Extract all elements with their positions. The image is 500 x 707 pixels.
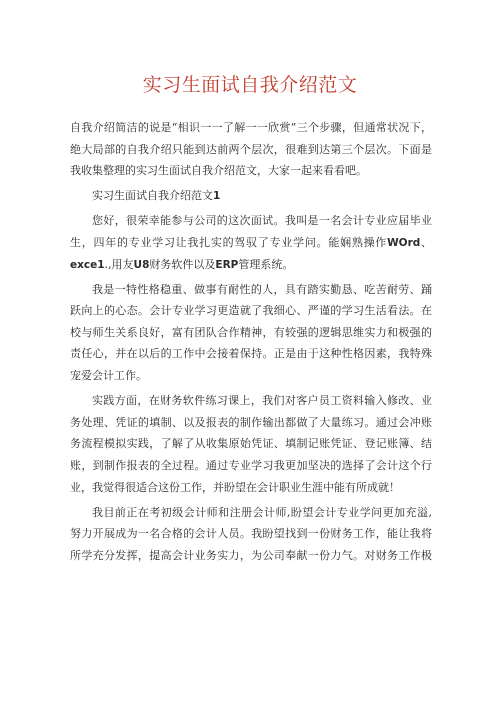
text-run-bold: ERP [215,258,239,271]
text-line [70,254,432,276]
text-run: 财务软件以及 [149,257,216,271]
paragraph-4 [70,502,432,567]
text-line: 账，到制作报表的全过程。通过专业学习我更加坚决的选择了会计这个行 [70,458,432,472]
text-line: 自我介绍简洁的说是“相识一一了解一一欣赏”三个步骤，但通常状况下， [70,121,432,134]
text-line: 努力开展成为一名合格的会计人员。我盼望找到一份财务工作，能让我将 [70,527,432,541]
subtitle-number: 1 [213,190,221,203]
text-line: 务处理、凭证的填制、以及报表的制作输出都做了大量练习。通过会冲账 [70,415,432,429]
text-line: 绝大局部的自我介绍只能到达前两个层次，很难到达第三个层次。下面是 [70,142,432,156]
text-line: 所学充分发挥，提高会计业务实力，为公司奉献一份力气。对财务工作极 [70,548,432,562]
text-line: 实践方面，在财务软件练习课上，我们对客户员工资料输入修改、业 [92,394,432,408]
paragraph-1 [70,210,432,275]
paragraph-3 [70,390,432,498]
text-line: 校与师生关系良好，富有团队合作精神，有较强的逻辑思维实力和极强的 [70,325,432,339]
text-line: 我目前正在考初级会计师和注册会计师,盼望会计专业学问更加充溢, [92,505,432,519]
text-run: .,用友 [104,257,134,271]
text-run: 生，四年的专业学习让我扎实的驾驭了专业学问。能娴熟操作 [70,235,388,249]
text-line: 跃向上的心态。会计专业学习更造就了我细心、严谨的学习生活看法。在 [70,304,432,318]
text-line: 宠爱会计工作。 [70,369,147,383]
text-line: 您好，很荣幸能参与公司的这次面试。我叫是一名会计专业应届毕业 [92,214,432,228]
text-run-bold: U8 [133,258,150,271]
text-line [70,232,432,254]
text-line: 我收集整理的实习生面试自我介绍范文，大家一起来看看吧。 [70,164,367,178]
text-run: 、 [420,235,432,249]
intro-paragraph [70,117,432,182]
document-body [70,117,432,566]
text-line: 务流程模拟实践，了解了从收集原始凭证、填制记账凭证、登记账簿、结 [70,437,432,451]
text-run-bold: WOrd [387,236,421,249]
section-subtitle [70,185,432,207]
paragraph-2 [70,279,432,387]
text-line: 业，我觉得很适合这份工作，并盼望在会计职业生涯中能有所成就！ [70,480,400,494]
text-run-bold: exce1 [70,258,105,271]
text-line: 责任心，并在以后的工作中会接着保持。正是由于这种性格因素，我特殊 [70,347,432,361]
document-title: 实习生面试自我介绍范文 [142,74,358,96]
subtitle-text: 实习生面试自我介绍范文 [92,189,213,203]
text-run: 管理系统。 [238,257,294,271]
text-line: 我是一特性格稳重、做事有耐性的人，具有踏实勤恳、吃苦耐劳、踊 [92,282,432,296]
